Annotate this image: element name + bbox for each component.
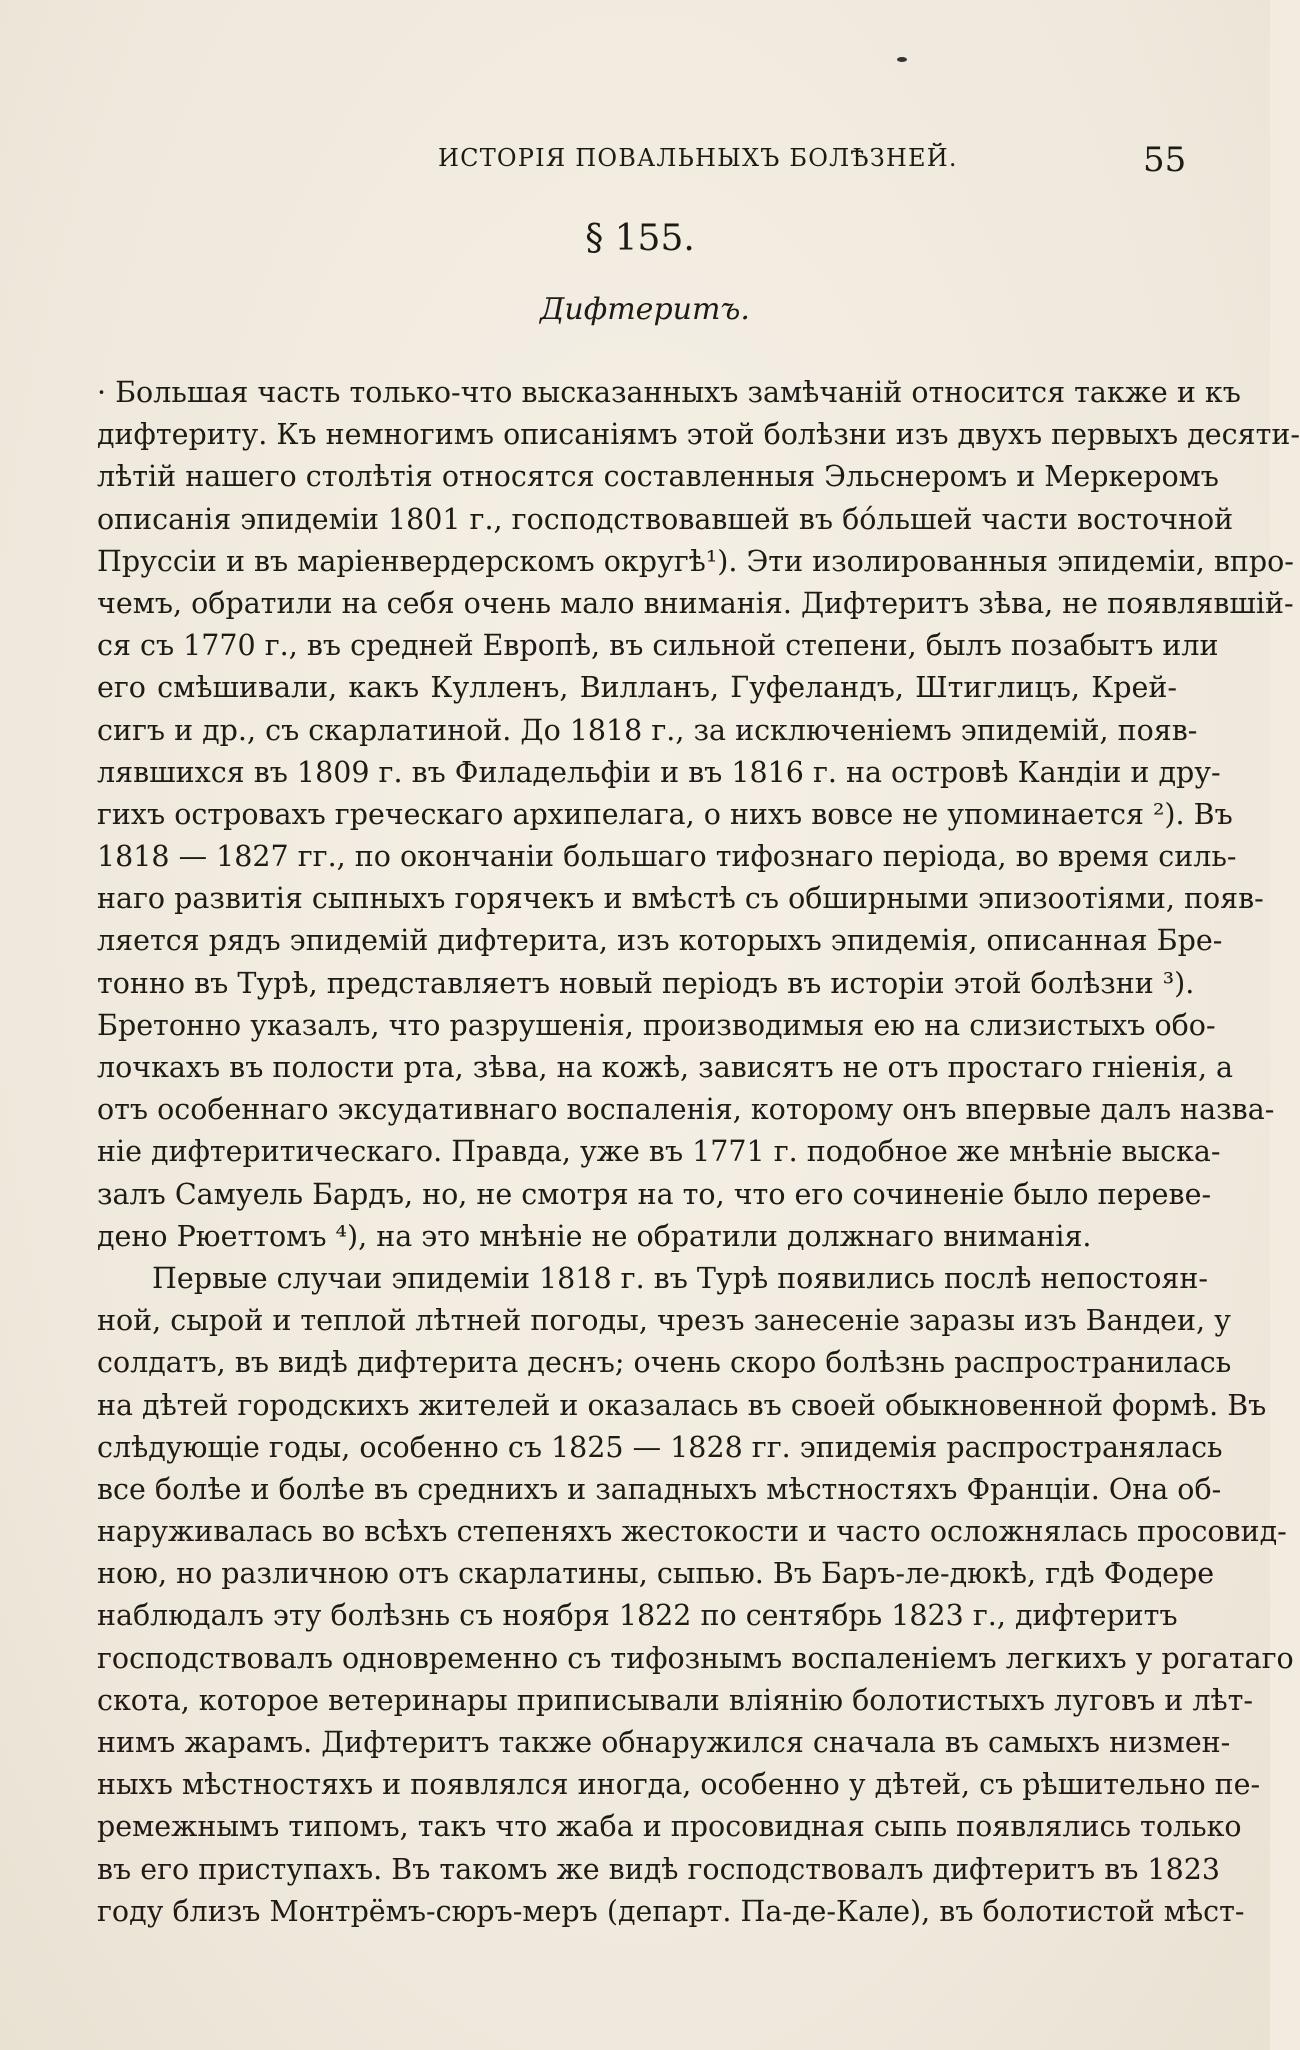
text-line: все болѣе и болѣе въ среднихъ и западныхъ мѣстностяхъ Франціи. Она об- [97,1472,1222,1506]
text-line: солдатъ, въ видѣ дифтерита деснъ; очень скоро болѣзнь распространилась [97,1346,1232,1380]
text-line: дено Рюеттомъ ⁴), на это мнѣніе не обратили должнаго вниманія. [97,1219,1092,1253]
section-number: § 155. [585,218,695,259]
text-line: Пруссіи и въ маріенвердерскомъ округѣ¹). Эти изолированныя эпидеміи, впро- [97,544,1294,578]
text-line: Первые случаи эпидеміи 1818 г. въ Турѣ появились послѣ непостоян- [152,1261,1208,1295]
text-line: ною, но различною отъ скарлатины, сыпью. Въ Баръ-ле-дюкѣ, гдѣ Фодере [97,1557,1215,1591]
text-line: на дѣтей городскихъ жителей и оказалась въ своей обыкновенной формѣ. Въ [97,1388,1267,1422]
text-line: году близъ Монтрёмъ-сюръ-меръ (департ. Па-де-Кале), въ болотистой мѣст- [97,1894,1245,1928]
text-line: Бретонно указалъ, что разрушенія, производимыя ею на слизистыхъ обо- [97,1008,1216,1042]
text-line: гихъ островахъ греческаго архипелага, о нихъ вовсе не упоминается ²). Въ [97,797,1233,831]
running-title: ИСТОРІЯ ПОВАЛЬНЫХЪ БОЛѢЗНЕЙ. [438,144,958,172]
text-line: скота, которое ветеринары приписывали вліянію болотистыхъ луговъ и лѣт- [97,1683,1254,1717]
text-line: тонно въ Турѣ, представляетъ новый періодъ въ исторіи этой болѣзни ³). [97,966,1195,1000]
text-line: ся съ 1770 г., въ средней Европѣ, въ сильной степени, былъ позабытъ или [97,629,1219,663]
text-line: залъ Самуель Бардъ, но, не смотря на то, что его сочиненіе было переве- [97,1177,1212,1211]
text-line: ремежнымъ типомъ, такъ что жаба и просовидная сыпь появлялись только [97,1810,1242,1844]
body-text [97,372,1300,1933]
text-line: лѣтій нашего столѣтія относятся составленныя Эльснеромъ и Меркеромъ [97,460,1219,494]
text-line: 1818 — 1827 гг., по окончаніи большаго тифознаго періода, во время силь- [97,840,1237,874]
text-line: въ его приступахъ. Въ такомъ же видѣ господствовалъ дифтеритъ въ 1823 [97,1852,1220,1886]
ink-speck [897,57,907,62]
text-line: ніе дифтеритическаго. Правда, уже въ 1771 г. подобное же мнѣніе выска- [97,1135,1221,1169]
text-line: сигъ и др., съ скарлатиной. До 1818 г., за исключеніемъ эпидемій, появ- [97,713,1198,747]
text-line: лявшихся въ 1809 г. въ Филадельфіи и въ 1816 г. на островѣ Кандіи и дру- [97,755,1221,789]
text-line: ныхъ мѣстностяхъ и появлялся иногда, особенно у дѣтей, съ рѣшительно пе- [97,1768,1261,1802]
running-header [0,140,1270,180]
page-number: 55 [1143,140,1187,180]
text-line: лочкахъ въ полости рта, зѣва, на кожѣ, зависятъ не отъ простаго гніенія, а [97,1051,1234,1084]
text-line: наго развитія сыпныхъ горячекъ и вмѣстѣ съ обширными эпизоотіями, появ- [97,882,1264,916]
text-line: нимъ жарамъ. Дифтеритъ также обнаружился сначала въ самыхъ низмен- [97,1726,1231,1759]
text-line: описанія эпидеміи 1801 г., господствовавшей въ бо́льшей части восточной [97,502,1234,536]
text-line: ной, сырой и теплой лѣтней погоды, чрезъ занесеніе заразы изъ Вандеи, у [97,1304,1231,1338]
text-line: наруживалась во всѣхъ степеняхъ жестокости и часто осложнялась просовид- [97,1515,1287,1549]
section-title: Дифтеритъ. [540,292,750,327]
text-line: чемъ, обратили на себя очень мало вниманія. Дифтеритъ зѣва, не появлявшій- [97,586,1294,620]
text-line: его смѣшивали, какъ Кулленъ, Вилланъ, Гуфеландъ, Штиглицъ, Крей- [97,671,1177,705]
text-line: отъ особеннаго эксудативнаго воспаленія, которому онъ впервые далъ назва- [97,1093,1275,1127]
text-line: дифтериту. Къ немногимъ описаніямъ этой болѣзни изъ двухъ первыхъ десяти- [97,418,1300,452]
text-line: господствовалъ одновременно съ тифознымъ воспаленіемъ легкихъ у рогатаго [97,1641,1294,1675]
text-line: · Большая часть только-что высказанныхъ замѣчаній относится также и къ [97,376,1241,409]
text-line: ляется рядъ эпидемій дифтерита, изъ которыхъ эпидемія, описанная Бре- [97,924,1223,958]
text-line: слѣдующіе годы, особенно съ 1825 — 1828 гг. эпидемія распространялась [97,1430,1223,1464]
text-line: наблюдалъ эту болѣзнь съ ноября 1822 по сентябрь 1823 г., дифтеритъ [97,1599,1178,1633]
